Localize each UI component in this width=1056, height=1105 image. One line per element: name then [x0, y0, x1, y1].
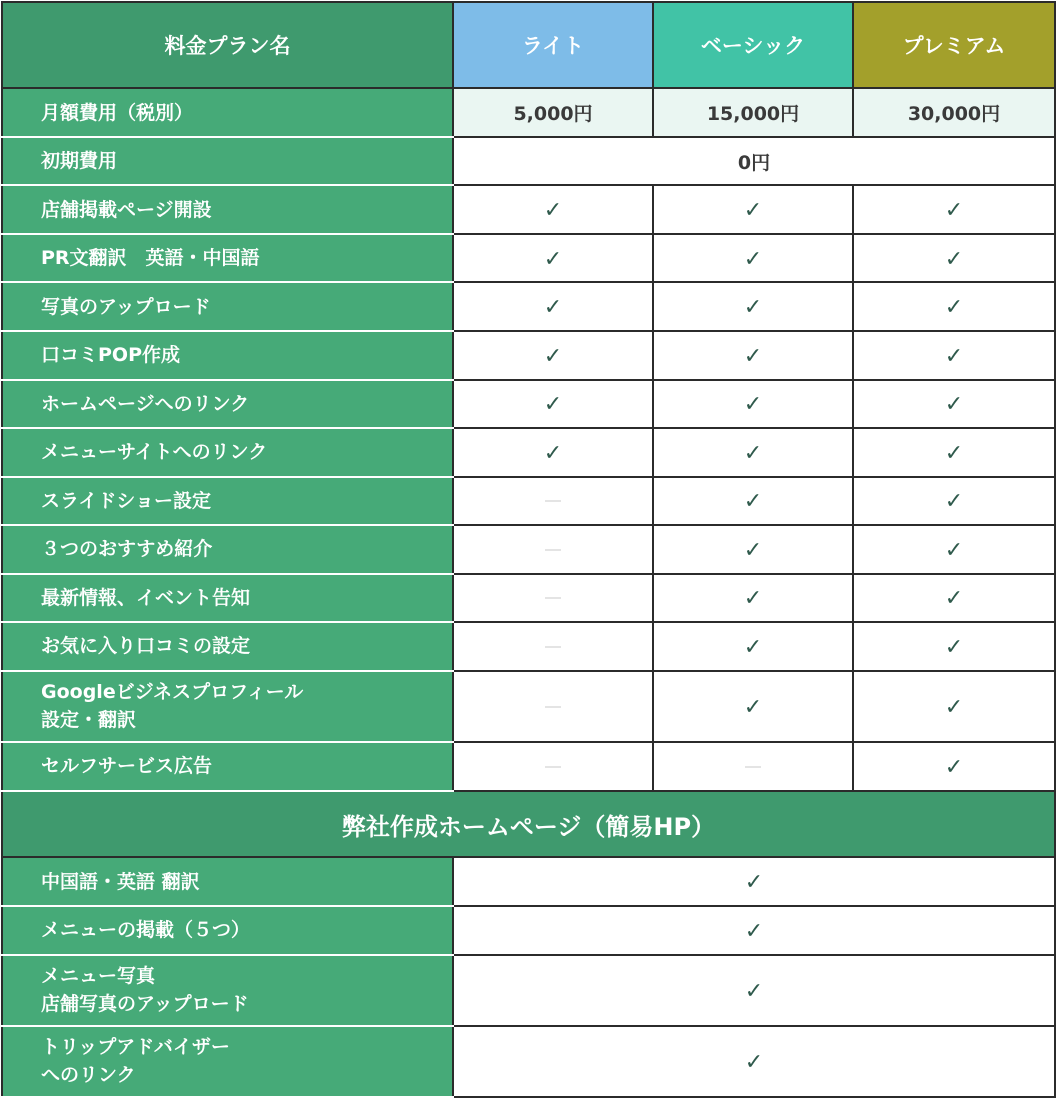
- check-icon: ✓: [944, 489, 964, 515]
- feature-row: [2, 477, 1055, 526]
- check-icon: ✓: [944, 440, 964, 466]
- included-cell: [653, 428, 853, 477]
- feature-label: 写真のアップロード: [2, 282, 453, 331]
- initial-fee-value: 0円: [453, 137, 1055, 186]
- included-cell: [453, 906, 1055, 955]
- included-cell: [853, 282, 1055, 331]
- feature-label-line: Googleビジネスプロフィール: [41, 681, 304, 704]
- monthly-fee-basic: 15,000円: [653, 88, 853, 137]
- check-icon: ✓: [944, 754, 964, 780]
- check-icon: ✓: [944, 295, 964, 321]
- feature-label: [2, 955, 453, 1026]
- feature-label: セルフサービス広告: [2, 742, 453, 791]
- check-icon: ✓: [944, 537, 964, 563]
- feature-label-line: 中国語・英語 翻訳: [41, 870, 200, 893]
- feature-row: [2, 742, 1055, 791]
- check-icon: ✓: [743, 489, 763, 515]
- included-cell: [853, 234, 1055, 283]
- initial-fee-row: [2, 137, 1055, 186]
- not-included-cell: [453, 525, 653, 574]
- monthly-fee-label: 月額費用（税別）: [2, 88, 453, 137]
- included-cell: [653, 185, 853, 234]
- check-icon: ✓: [944, 634, 964, 660]
- included-cell: [853, 185, 1055, 234]
- included-cell: [453, 331, 653, 380]
- plan-name-header: 料金プラン名: [2, 2, 453, 88]
- section-item-row: [2, 906, 1055, 955]
- included-cell: [653, 622, 853, 671]
- check-icon: ✓: [744, 918, 764, 944]
- feature-row: [2, 671, 1055, 742]
- monthly-fee-row: [2, 88, 1055, 137]
- check-icon: ✓: [944, 694, 964, 720]
- section-item-row: [2, 1026, 1055, 1097]
- included-cell: [453, 282, 653, 331]
- feature-row: [2, 525, 1055, 574]
- section-body: [2, 857, 1055, 1097]
- not-included-cell: [453, 742, 653, 791]
- check-icon: ✓: [743, 295, 763, 321]
- included-cell: [453, 955, 1055, 1026]
- included-cell: [853, 742, 1055, 791]
- included-cell: [653, 671, 853, 742]
- feature-row: [2, 331, 1055, 380]
- dash-icon: [545, 646, 561, 648]
- feature-label: スライドショー設定: [2, 477, 453, 526]
- feature-row: [2, 380, 1055, 429]
- section-item-row: [2, 955, 1055, 1026]
- included-cell: [453, 380, 653, 429]
- feature-label: [2, 857, 453, 906]
- check-icon: ✓: [543, 440, 563, 466]
- feature-label: PR文翻訳 英語・中国語: [2, 234, 453, 283]
- dash-icon: [545, 766, 561, 768]
- included-cell: [853, 574, 1055, 623]
- check-icon: ✓: [743, 392, 763, 418]
- check-icon: ✓: [944, 246, 964, 272]
- included-cell: [653, 331, 853, 380]
- included-cell: [453, 234, 653, 283]
- feature-label-line: 設定・翻訳: [41, 709, 137, 732]
- feature-label-line: メニュー写真: [41, 965, 156, 988]
- check-icon: ✓: [743, 694, 763, 720]
- included-cell: [853, 671, 1055, 742]
- check-icon: ✓: [543, 295, 563, 321]
- feature-label: 口コミPOP作成: [2, 331, 453, 380]
- section-item-row: [2, 857, 1055, 906]
- check-icon: ✓: [944, 586, 964, 612]
- feature-label: [2, 1026, 453, 1097]
- dash-icon: [545, 500, 561, 502]
- check-icon: ✓: [944, 198, 964, 224]
- check-icon: ✓: [543, 198, 563, 224]
- included-cell: [653, 477, 853, 526]
- check-icon: ✓: [743, 634, 763, 660]
- included-cell: [853, 622, 1055, 671]
- check-icon: ✓: [743, 343, 763, 369]
- included-cell: [853, 380, 1055, 429]
- feature-label-line: 店舗写真のアップロード: [41, 993, 249, 1016]
- feature-label: 店舗掲載ページ開設: [2, 185, 453, 234]
- included-cell: [453, 1026, 1055, 1097]
- pricing-table: [1, 1, 1056, 1098]
- feature-row: [2, 185, 1055, 234]
- not-included-cell: [653, 742, 853, 791]
- included-cell: [653, 525, 853, 574]
- feature-label-line: メニューの掲載（５つ）: [41, 919, 251, 942]
- included-cell: [453, 185, 653, 234]
- feature-label: メニューサイトへのリンク: [2, 428, 453, 477]
- feature-row: [2, 574, 1055, 623]
- feature-label: 最新情報、イベント告知: [2, 574, 453, 623]
- not-included-cell: [453, 671, 653, 742]
- feature-label: ホームページへのリンク: [2, 380, 453, 429]
- check-icon: ✓: [743, 246, 763, 272]
- included-cell: [853, 331, 1055, 380]
- check-icon: ✓: [744, 1049, 764, 1075]
- check-icon: ✓: [743, 440, 763, 466]
- check-icon: ✓: [743, 198, 763, 224]
- header-row: [2, 2, 1055, 88]
- plan-header-lite: ライト: [453, 2, 653, 88]
- not-included-cell: [453, 574, 653, 623]
- feature-label: ３つのおすすめ紹介: [2, 525, 453, 574]
- dash-icon: [745, 766, 761, 768]
- feature-label-line: トリップアドバイザー: [41, 1036, 230, 1059]
- dash-icon: [545, 597, 561, 599]
- included-cell: [853, 525, 1055, 574]
- not-included-cell: [453, 622, 653, 671]
- check-icon: ✓: [944, 392, 964, 418]
- included-cell: [853, 428, 1055, 477]
- check-icon: ✓: [543, 392, 563, 418]
- included-cell: [453, 428, 653, 477]
- included-cell: [853, 477, 1055, 526]
- features-body: [2, 185, 1055, 790]
- feature-row: [2, 234, 1055, 283]
- included-cell: [453, 857, 1055, 906]
- feature-label-line: へのリンク: [41, 1064, 136, 1087]
- dash-icon: [545, 706, 561, 708]
- plan-header-basic: ベーシック: [653, 2, 853, 88]
- check-icon: ✓: [744, 978, 764, 1004]
- check-icon: ✓: [543, 246, 563, 272]
- not-included-cell: [453, 477, 653, 526]
- feature-label: [2, 906, 453, 955]
- monthly-fee-premium: 30,000円: [853, 88, 1055, 137]
- feature-row: [2, 428, 1055, 477]
- feature-row: [2, 282, 1055, 331]
- check-icon: ✓: [743, 537, 763, 563]
- feature-label: お気に入り口コミの設定: [2, 622, 453, 671]
- included-cell: [653, 574, 853, 623]
- included-cell: [653, 282, 853, 331]
- feature-label: [2, 671, 453, 742]
- check-icon: ✓: [743, 586, 763, 612]
- monthly-fee-lite: 5,000円: [453, 88, 653, 137]
- included-cell: [653, 234, 853, 283]
- check-icon: ✓: [944, 343, 964, 369]
- check-icon: ✓: [543, 343, 563, 369]
- plan-header-premium: プレミアム: [853, 2, 1055, 88]
- feature-row: [2, 622, 1055, 671]
- check-icon: ✓: [744, 870, 764, 896]
- section-row: [2, 791, 1055, 858]
- section-title: 弊社作成ホームページ（簡易HP）: [2, 791, 1055, 858]
- dash-icon: [545, 549, 561, 551]
- initial-fee-label: 初期費用: [2, 137, 453, 186]
- included-cell: [653, 380, 853, 429]
